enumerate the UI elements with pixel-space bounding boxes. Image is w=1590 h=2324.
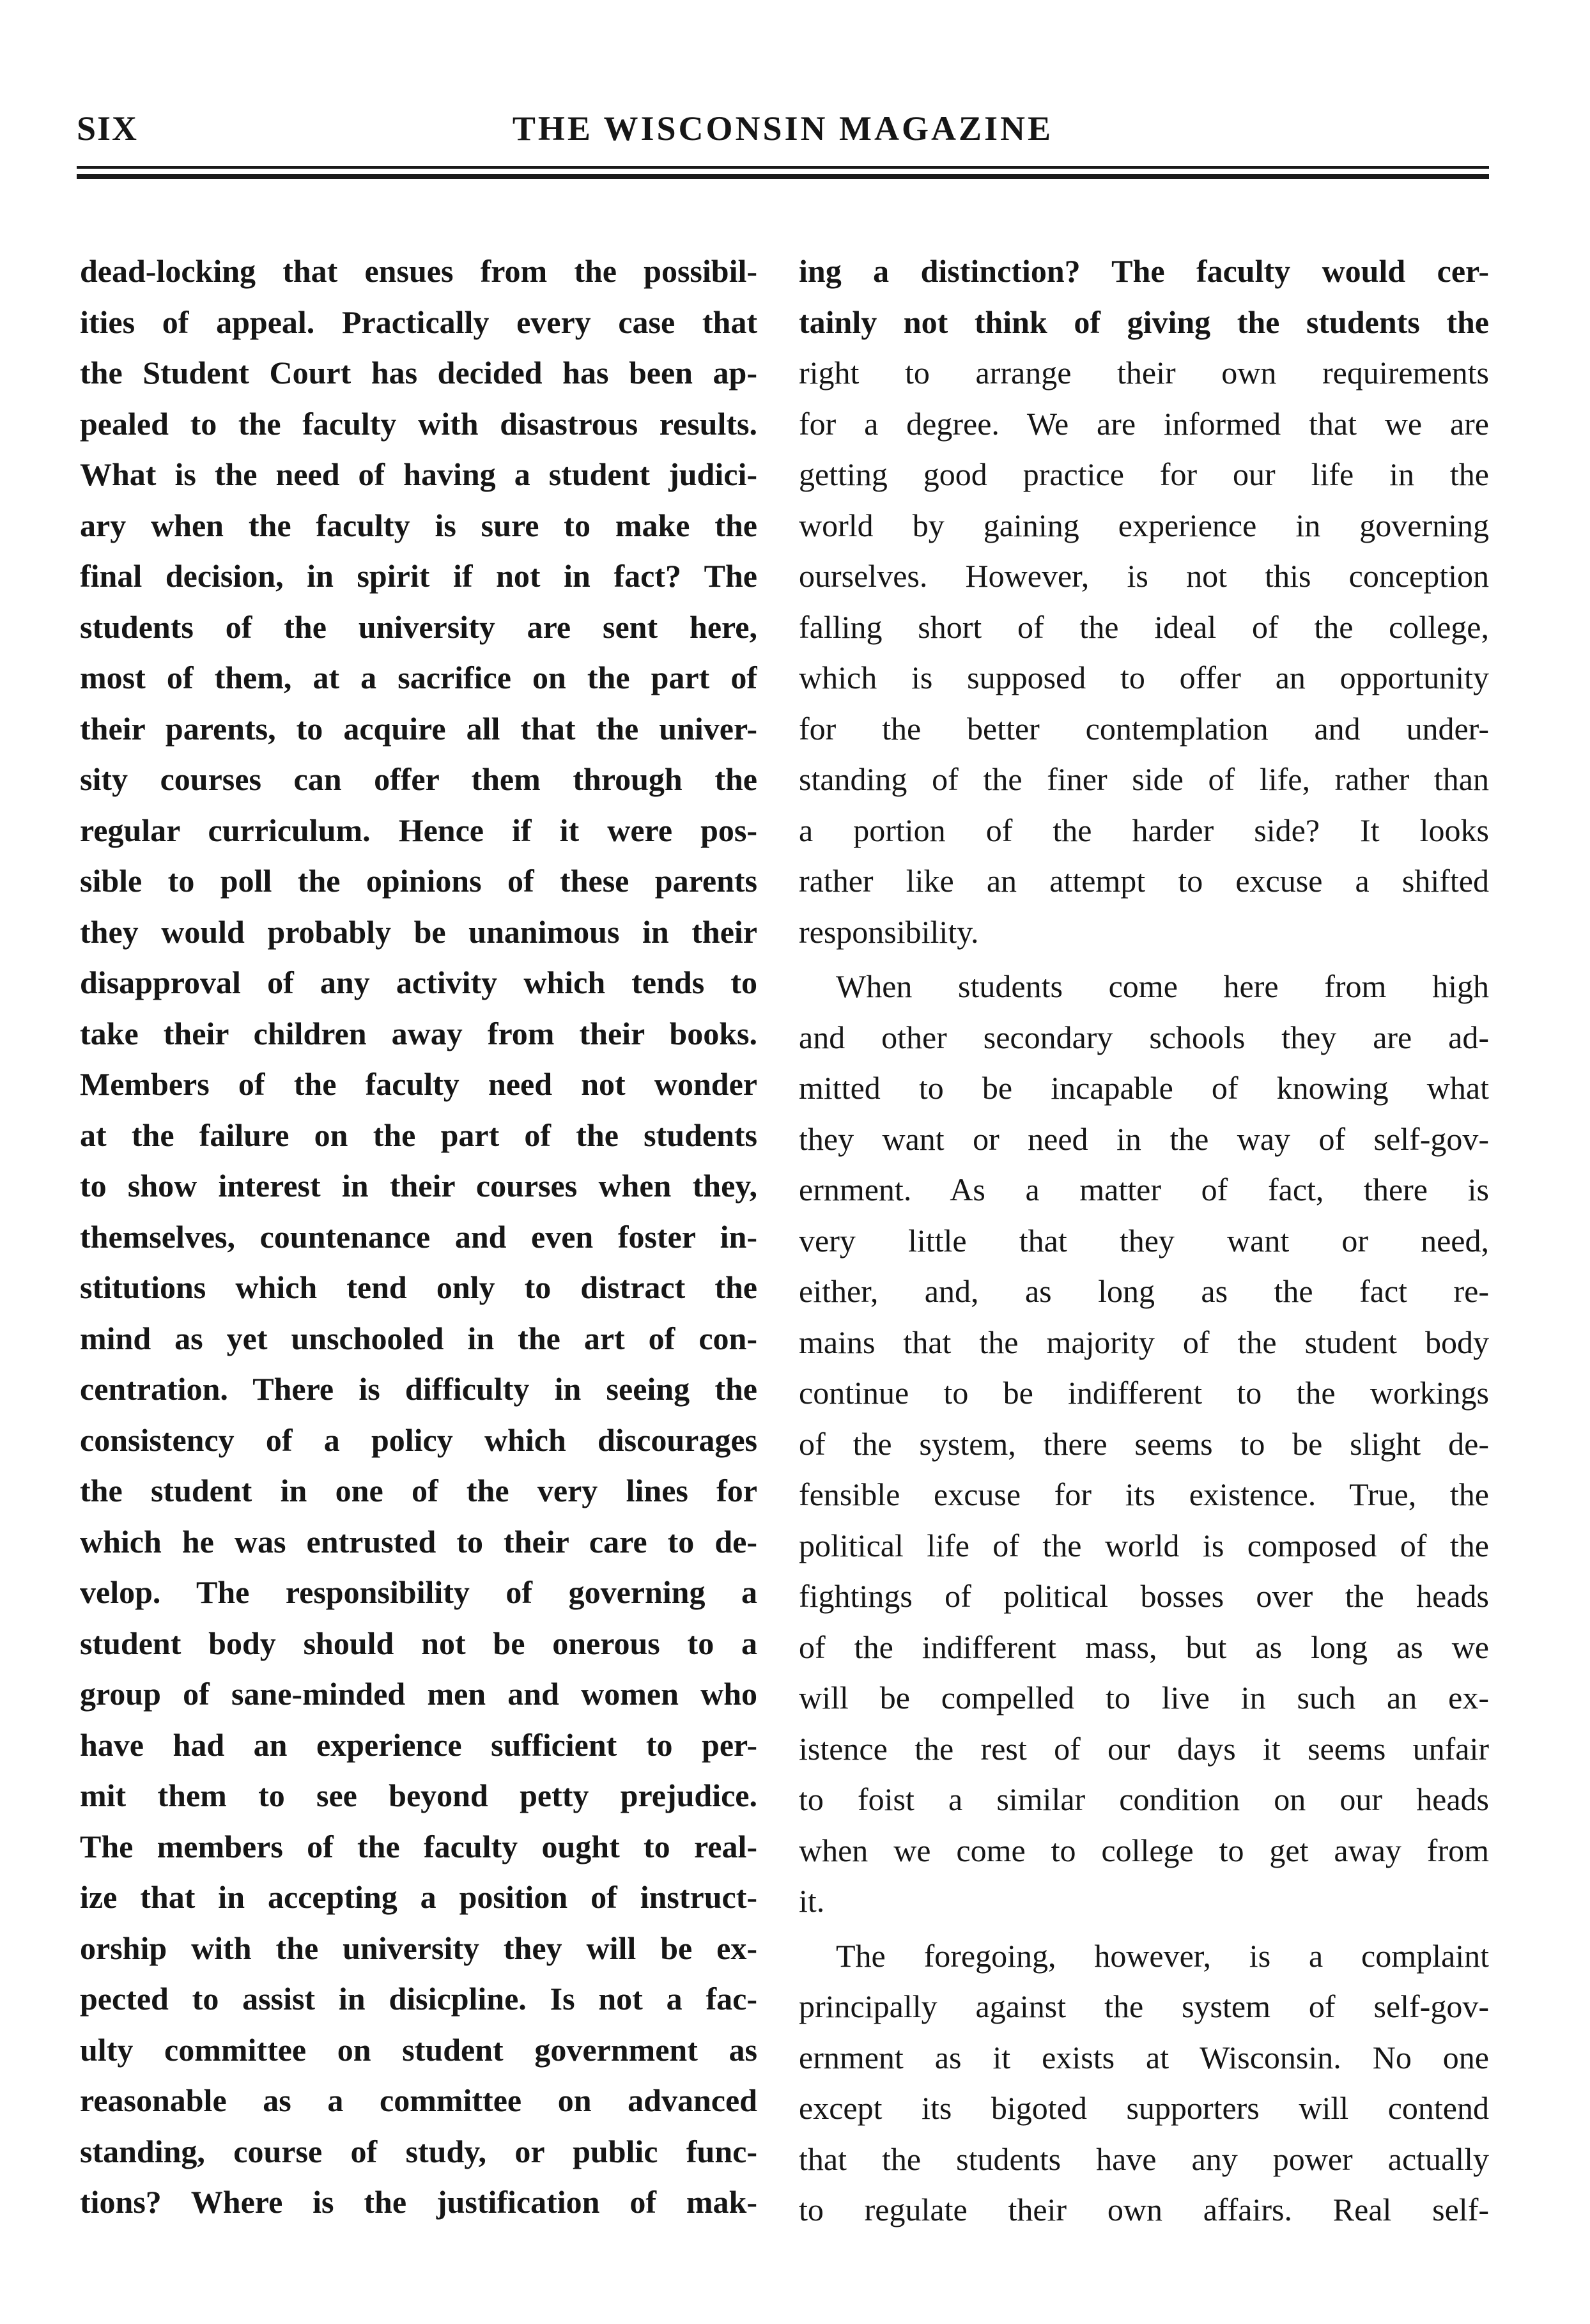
text-line: ities of appeal. Practically every case that [80,304,757,340]
text-line: ing a distinction? The faculty would cer- [799,253,1489,289]
text-line: pealed to the faculty with disastrous results. [80,405,757,442]
page-number: SIX [77,109,139,148]
text-line: a portion of the harder side? It looks [799,812,1489,848]
text-line: disapproval of any activity which tends to [80,964,757,1000]
text-line: dead-locking that ensues from the possibil- [80,253,757,289]
text-line: tainly not think of giving the students the [799,304,1489,340]
text-line: student body should not be onerous to a [80,1625,757,1661]
text-line: falling short of the ideal of the college, [799,608,1489,645]
text-line: very little that they want or need, [799,1222,1489,1259]
text-line: that the students have any power actually [799,2141,1489,2177]
right-column [799,246,1489,2236]
text-line: consistency of a policy which discourages [80,1422,757,1458]
paragraph [799,1931,1489,2236]
paragraph [799,246,1489,957]
text-line: will be compelled to live in such an ex- [799,1680,1489,1716]
text-line: the student in one of the very lines for [80,1473,757,1508]
text-line: responsibility. [799,913,979,950]
text-line: either, and, as long as the fact re- [799,1273,1489,1309]
paragraph [799,961,1489,1927]
text-line: themselves, countenance and even foster in- [80,1218,757,1255]
text-line: tions? Where is the justification of mak- [80,2184,757,2220]
text-line: mitted to be incapable of knowing what [799,1070,1489,1106]
text-line: centration. There is difficulty in seeing the [80,1371,757,1407]
text-line: stitutions which tend only to distract the [80,1269,757,1305]
text-line: The members of the faculty ought to real- [80,1828,757,1864]
text-line: rather like an attempt to excuse a shifted [799,863,1489,899]
text-line: ernment as it exists at Wisconsin. No one [799,2039,1489,2075]
text-line: most of them, at a sacrifice on the part of [80,660,757,695]
text-line: they want or need in the way of self-gov- [799,1120,1489,1157]
text-line: mains that the majority of the student body [799,1324,1489,1360]
header-rule-thick [77,174,1489,179]
text-line: to regulate their own affairs. Real self- [799,2192,1489,2227]
text-line: ize that in accepting a position of instruct- [80,1879,757,1915]
running-title: THE WISCONSIN MAGAZINE [512,109,1054,148]
text-line: group of sane-minded men and women who [80,1676,757,1712]
text-line: principally against the system of self-gov- [799,1988,1489,2024]
text-line: continue to be indifferent to the workings [799,1375,1489,1411]
text-line: When students come here from high [836,968,1489,1004]
text-line: ary when the faculty is sure to make the [80,507,757,543]
text-line: The foregoing, however, is a complaint [836,1937,1489,1974]
text-line: except its bigoted supporters will contend [799,2090,1489,2126]
text-line: sible to poll the opinions of these parents [80,863,757,899]
header-rule-thin [77,166,1489,169]
text-line: world by gaining experience in governing [799,507,1489,543]
page-header [77,96,1489,166]
text-line: standing, course of study, or public func- [80,2133,757,2169]
text-line: pected to assist in disicpline. Is not a fac- [80,1981,757,2017]
text-line: at the failure on the part of the students [80,1117,757,1153]
left-column [80,246,757,2228]
text-line: istence the rest of our days it seems unfair [799,1730,1489,1767]
text-line: orship with the university they will be ex- [80,1930,757,1966]
text-line: velop. The responsibility of governing a [80,1574,757,1610]
text-line: mind as yet unschooled in the art of con- [80,1320,757,1356]
text-line: and other secondary schools they are ad- [799,1019,1489,1055]
text-line: getting good practice for our life in the [799,456,1489,492]
text-line: fightings of political bosses over the heads [799,1578,1489,1614]
text-line: to show interest in their courses when they, [80,1168,757,1204]
text-line: for a degree. We are informed that we are [799,405,1489,442]
text-line: political life of the world is composed of the [799,1527,1489,1563]
text-line: ernment. As a matter of fact, there is [799,1172,1489,1207]
text-line: ulty committee on student government as [80,2031,757,2068]
text-line: right to arrange their own requirements [799,355,1489,391]
text-line: which he was entrusted to their care to de- [80,1523,757,1560]
text-line: of the system, there seems to be slight de- [799,1425,1489,1462]
text-line: What is the need of having a student judici- [80,456,757,492]
text-line: regular curriculum. Hence if it were pos- [80,812,757,848]
text-line: sity courses can offer them through the [80,761,757,797]
text-line: for the better contemplation and under- [799,710,1489,747]
text-line: to foist a similar condition on our heads [799,1781,1489,1817]
text-line: ourselves. However, is not this conception [799,558,1489,594]
text-line: mit them to see beyond petty prejudice. [80,1778,757,1813]
text-line: Members of the faculty need not wonder [80,1066,757,1102]
text-line: they would probably be unanimous in their [80,913,757,950]
text-line: reasonable as a committee on advanced [80,2082,757,2118]
text-line: have had an experience sufficient to per- [80,1726,757,1763]
text-line: which is supposed to offer an opportunity [799,660,1489,695]
text-line: take their children away from their books. [80,1015,757,1051]
text-line: their parents, to acquire all that the univer- [80,710,757,747]
text-line: fensible excuse for its existence. True, the [799,1476,1489,1512]
text-line: of the indifferent mass, but as long as we [799,1629,1489,1665]
text-line: standing of the finer side of life, rather than [799,761,1489,797]
text-line: when we come to college to get away from [799,1832,1489,1868]
text-line: final decision, in spirit if not in fact? The [80,558,757,594]
text-line: students of the university are sent here, [80,608,757,645]
text-line: the Student Court has decided has been ap- [80,355,757,391]
text-line: it. [799,1883,825,1919]
